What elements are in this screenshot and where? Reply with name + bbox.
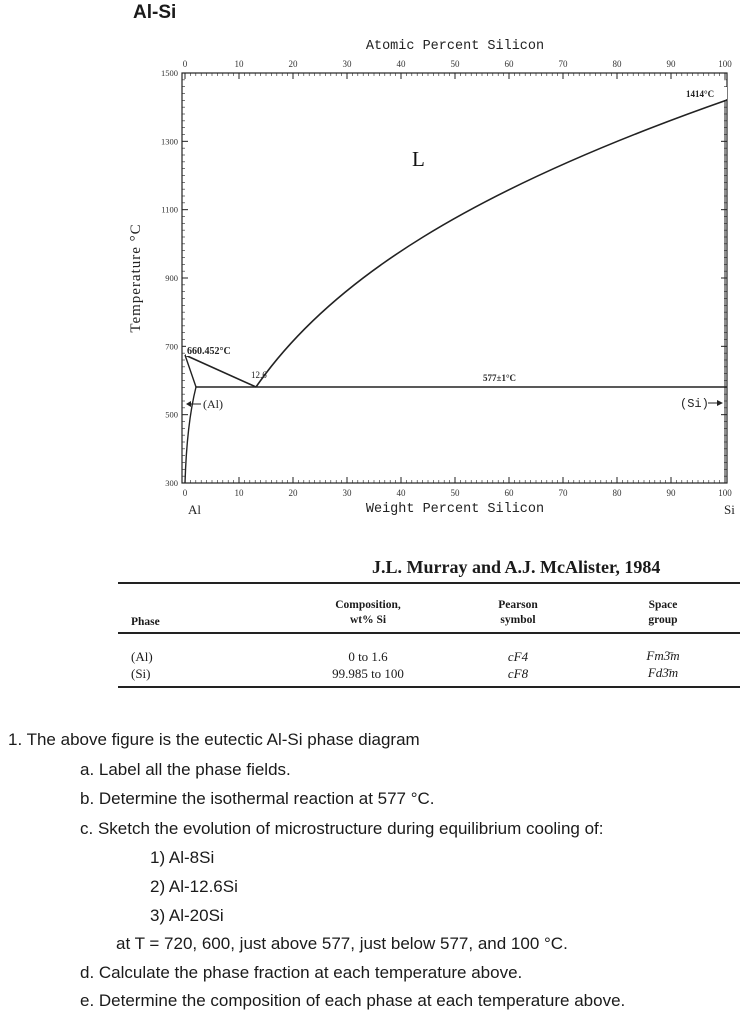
table-row-si-space-group: Fd3̄m: [647, 665, 679, 680]
source-credit: J.L. Murray and A.J. McAlister, 1984: [372, 557, 661, 577]
question-1c-alloy-1: 1) Al-8Si: [150, 848, 215, 867]
bottom-tick-label: 20: [288, 488, 298, 498]
header-phase: Phase: [131, 616, 160, 628]
table-row-al-pearson: cF4: [507, 649, 529, 664]
table-row-si-phase: (Si): [131, 666, 151, 681]
bottom-tick-label: 30: [342, 488, 352, 498]
al-phase-arrowhead: [186, 401, 191, 407]
liquidus-al-side: [185, 355, 256, 387]
bottom-tick-label: 70: [558, 488, 568, 498]
table-row-al-space-group: Fm3̄m: [646, 648, 680, 663]
top-axis-label: Atomic Percent Silicon: [365, 39, 545, 54]
phase-table: [118, 582, 740, 690]
element-si-label: Si: [724, 502, 735, 517]
table-row-al-phase: (Al): [131, 649, 153, 664]
top-tick-label: 30: [342, 59, 352, 69]
y-tick-label: 300: [165, 478, 178, 488]
top-tick-label: 20: [288, 59, 298, 69]
table-header-rule: [118, 632, 740, 634]
top-tick-label: 100: [718, 59, 732, 69]
axis-ticks: [182, 73, 727, 483]
table-row-si-composition: 99.985 to 100: [332, 666, 404, 681]
header-space-line2: group: [648, 614, 678, 626]
y-tick-label: 900: [165, 273, 178, 283]
element-al-label: Al: [188, 502, 201, 517]
top-tick-label: 90: [666, 59, 676, 69]
header-pearson-line1: Pearson: [498, 599, 538, 611]
top-tick-label: 80: [612, 59, 622, 69]
plot-frame: [182, 73, 727, 483]
y-tick-label: 700: [165, 341, 178, 352]
table-bottom-rule: [118, 686, 740, 688]
table-row-al-composition: 0 to 1.6: [348, 649, 388, 664]
question-1c: c. Sketch the evolution of microstructure during equilibrium cooling of:: [80, 819, 604, 838]
question-1a: a. Label all the phase fields.: [80, 760, 291, 779]
liquid-label: L: [412, 147, 425, 171]
si-melt-label: 1414°C: [686, 89, 715, 99]
axis-tick-labels: [161, 59, 732, 498]
al-phase-label: (Al): [203, 397, 223, 411]
top-tick-label: 50: [450, 59, 460, 69]
al-melt-label: 660.452°C: [187, 346, 231, 357]
header-composition-line2: wt% Si: [349, 614, 387, 626]
bottom-tick-label: 0: [182, 488, 188, 498]
question-1b: b. Determine the isothermal reaction at 577 °C.: [80, 789, 435, 808]
question-1c-temperatures: at T = 720, 600, just above 577, just below 577, and 100 °C.: [116, 934, 568, 953]
y-tick-label: 1500: [161, 68, 178, 78]
y-axis-label: Temperature °C: [128, 223, 144, 333]
table-top-rule: [118, 582, 740, 584]
bottom-axis-label: Weight Percent Silicon: [365, 502, 545, 517]
bottom-tick-label: 50: [450, 488, 460, 498]
bottom-tick-label: 60: [504, 488, 514, 498]
top-tick-label: 60: [504, 59, 514, 69]
bottom-tick-label: 40: [396, 488, 406, 498]
y-tick-label: 1300: [161, 136, 178, 147]
top-tick-label: 40: [396, 59, 406, 69]
header-composition-line1: Composition,: [335, 599, 401, 611]
question-1c-alloy-2: 2) Al-12.6Si: [150, 877, 238, 896]
bottom-tick-label: 80: [612, 488, 622, 498]
question-1: 1. The above figure is the eutectic Al-Si phase diagram: [8, 730, 420, 749]
eutectic-temp-label: 577±1°C: [483, 373, 517, 383]
table-row-si-pearson: cF8: [507, 666, 529, 681]
eutectic-comp-label: 12.6: [251, 370, 267, 380]
question-1d: d. Calculate the phase fraction at each temperature above.: [80, 963, 523, 982]
header-pearson-line2: symbol: [500, 614, 536, 626]
top-tick-label: 70: [558, 59, 568, 69]
y-tick-label: 1100: [161, 204, 178, 215]
bottom-tick-label: 90: [666, 488, 676, 498]
header-space-line1: Space: [648, 599, 678, 611]
question-1c-alloy-3: 3) Al-20Si: [150, 906, 224, 925]
y-tick-label: 500: [165, 409, 178, 420]
bottom-tick-label: 10: [234, 488, 244, 498]
top-tick-label: 0: [182, 59, 188, 69]
liquidus-si-side: [256, 100, 727, 387]
si-phase-label: (Si): [680, 397, 709, 411]
question-1e: e. Determine the composition of each phase at each temperature above.: [80, 991, 626, 1010]
top-tick-label: 10: [234, 59, 244, 69]
bottom-tick-label: 100: [718, 488, 732, 498]
diagram-title: Al-Si: [133, 2, 177, 23]
